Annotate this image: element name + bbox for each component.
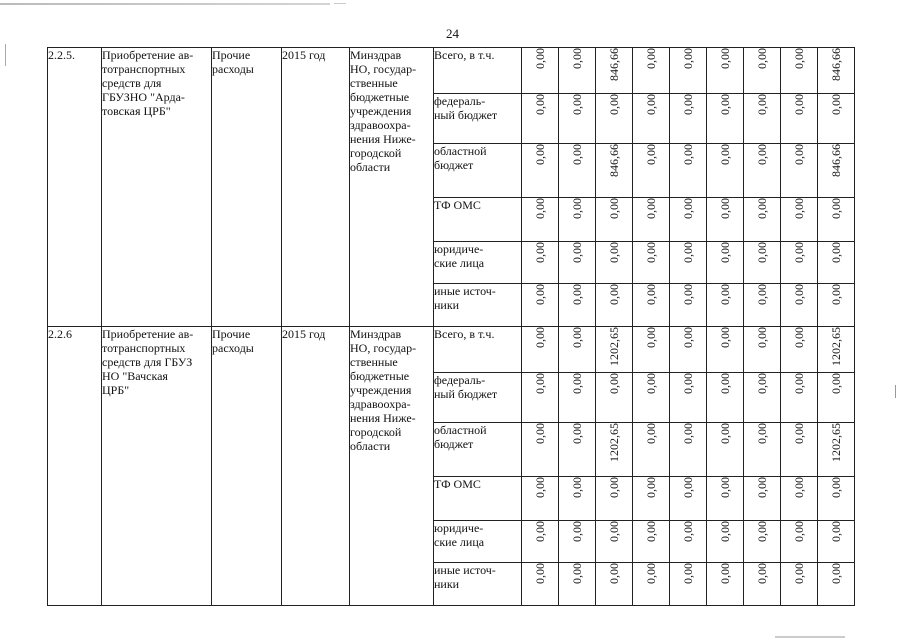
amount-value: 0,00 — [570, 198, 584, 219]
amount-cell — [744, 48, 781, 94]
amount-value: 0,00 — [607, 521, 621, 542]
amount-cell — [707, 242, 744, 284]
amount-cell — [707, 423, 744, 477]
amount-value: 0,00 — [681, 144, 695, 165]
amount-value: 0,00 — [681, 94, 695, 115]
funding-source-cell: юридиче- ские лица — [434, 242, 522, 284]
amount-value: 0,00 — [718, 423, 732, 444]
amount-cell — [522, 48, 559, 94]
amount-cell — [818, 94, 855, 144]
amount-value: 0,00 — [718, 563, 732, 584]
amount-cell — [522, 242, 559, 284]
amount-cell — [818, 242, 855, 284]
amount-value: 0,00 — [718, 94, 732, 115]
amount-cell — [707, 477, 744, 521]
amount-value: 0,00 — [681, 48, 695, 69]
amount-value: 1202,65 — [607, 327, 621, 366]
amount-value: 0,00 — [718, 477, 732, 498]
amount-value: 0,00 — [829, 477, 843, 498]
amount-value: 0,00 — [718, 144, 732, 165]
amount-value: 846,66 — [829, 48, 843, 81]
funding-source-cell: ТФ ОМС — [434, 477, 522, 521]
amount-value: 0,00 — [718, 521, 732, 542]
amount-cell — [818, 144, 855, 198]
scan-artifact-line — [334, 3, 346, 4]
year-cell: 2015 год — [282, 327, 350, 606]
amount-value: 846,66 — [607, 48, 621, 81]
amount-value: 0,00 — [533, 242, 547, 263]
item-code-cell: 2.2.5. — [48, 48, 102, 327]
amount-value: 0,00 — [644, 48, 658, 69]
amount-value: 0,00 — [792, 48, 806, 69]
funding-source-cell: Всего, в т.ч. — [434, 327, 522, 373]
amount-value: 0,00 — [644, 144, 658, 165]
amount-value: 0,00 — [681, 563, 695, 584]
amount-cell — [670, 94, 707, 144]
amount-cell — [633, 94, 670, 144]
item-name-cell: Приобретение ав- тотранспортных средств для ГБУЗ НО "Вачская ЦРБ" — [102, 327, 212, 606]
amount-value: 0,00 — [718, 284, 732, 305]
amount-value: 0,00 — [644, 373, 658, 394]
executor-cell: Минздрав НО, государ- ственные бюджетные учреждения здравоохра- нения Ниже- городской области — [350, 327, 434, 606]
amount-cell — [559, 242, 596, 284]
page-number: 24 — [446, 26, 459, 41]
scan-artifact-mark — [5, 44, 6, 66]
amount-value: 0,00 — [718, 48, 732, 69]
amount-cell — [522, 144, 559, 198]
amount-cell — [707, 327, 744, 373]
amount-cell — [633, 48, 670, 94]
amount-value: 0,00 — [755, 423, 769, 444]
funding-source-cell: Всего, в т.ч. — [434, 48, 522, 94]
amount-value: 0,00 — [533, 423, 547, 444]
amount-cell — [707, 563, 744, 606]
amount-cell — [522, 327, 559, 373]
amount-value: 0,00 — [829, 94, 843, 115]
amount-cell — [522, 521, 559, 563]
amount-cell — [596, 284, 633, 327]
amount-value: 0,00 — [533, 521, 547, 542]
amount-cell — [670, 477, 707, 521]
amount-cell — [781, 423, 818, 477]
funding-source-cell: областной бюджет — [434, 423, 522, 477]
amount-cell — [707, 521, 744, 563]
amount-cell — [596, 373, 633, 423]
amount-value: 1202,65 — [607, 423, 621, 462]
amount-cell — [522, 94, 559, 144]
amount-value: 0,00 — [755, 48, 769, 69]
amount-cell — [781, 563, 818, 606]
amount-cell — [522, 198, 559, 242]
item-code-cell: 2.2.6 — [48, 327, 102, 606]
amount-cell — [670, 48, 707, 94]
amount-value: 0,00 — [792, 521, 806, 542]
amount-cell — [818, 477, 855, 521]
amount-value: 0,00 — [718, 242, 732, 263]
amount-value: 0,00 — [829, 284, 843, 305]
amount-value: 0,00 — [755, 198, 769, 219]
amount-cell — [818, 327, 855, 373]
amount-cell — [744, 198, 781, 242]
amount-cell — [744, 423, 781, 477]
amount-value: 0,00 — [792, 284, 806, 305]
amount-cell — [559, 284, 596, 327]
amount-cell — [522, 373, 559, 423]
amount-value: 0,00 — [607, 242, 621, 263]
amount-value: 0,00 — [570, 94, 584, 115]
amount-cell — [781, 284, 818, 327]
amount-value: 0,00 — [718, 327, 732, 348]
amount-cell — [559, 423, 596, 477]
amount-value: 1202,65 — [829, 327, 843, 366]
amount-value: 0,00 — [607, 477, 621, 498]
amount-value: 0,00 — [570, 242, 584, 263]
amount-value: 0,00 — [533, 144, 547, 165]
amount-value: 846,66 — [607, 144, 621, 177]
amount-cell — [670, 198, 707, 242]
amount-value: 0,00 — [681, 373, 695, 394]
amount-cell — [522, 423, 559, 477]
amount-cell — [633, 477, 670, 521]
amount-value: 0,00 — [755, 94, 769, 115]
amount-cell — [818, 373, 855, 423]
amount-value: 0,00 — [644, 242, 658, 263]
amount-value: 0,00 — [792, 94, 806, 115]
amount-value: 0,00 — [755, 284, 769, 305]
amount-value: 0,00 — [829, 521, 843, 542]
amount-value: 0,00 — [792, 144, 806, 165]
executor-cell: Минздрав НО, государ- ственные бюджетные учреждения здравоохра- нения Ниже- городской области — [350, 48, 434, 327]
amount-value: 0,00 — [533, 373, 547, 394]
amount-cell — [744, 373, 781, 423]
amount-cell — [596, 521, 633, 563]
amount-cell — [633, 144, 670, 198]
amount-cell — [670, 521, 707, 563]
amount-value: 0,00 — [607, 94, 621, 115]
amount-value: 0,00 — [607, 284, 621, 305]
amount-cell — [744, 327, 781, 373]
amount-cell — [670, 423, 707, 477]
amount-value: 0,00 — [718, 198, 732, 219]
amount-cell — [818, 423, 855, 477]
expense-type-cell: Прочие расходы — [212, 327, 282, 606]
amount-cell — [707, 373, 744, 423]
amount-cell — [781, 373, 818, 423]
amount-cell — [596, 423, 633, 477]
amount-value: 0,00 — [792, 373, 806, 394]
amount-value: 0,00 — [570, 144, 584, 165]
amount-cell — [559, 373, 596, 423]
amount-cell — [596, 327, 633, 373]
amount-cell — [596, 144, 633, 198]
amount-cell — [744, 563, 781, 606]
amount-value: 0,00 — [755, 144, 769, 165]
amount-value: 0,00 — [533, 477, 547, 498]
amount-cell — [596, 563, 633, 606]
amount-value: 0,00 — [755, 563, 769, 584]
amount-value: 846,66 — [829, 144, 843, 177]
amount-cell — [670, 563, 707, 606]
amount-cell — [818, 563, 855, 606]
amount-value: 0,00 — [644, 198, 658, 219]
year-cell: 2015 год — [282, 48, 350, 327]
amount-value: 0,00 — [570, 327, 584, 348]
amount-cell — [633, 284, 670, 327]
amount-cell — [744, 144, 781, 198]
amount-value: 0,00 — [792, 327, 806, 348]
amount-cell — [670, 373, 707, 423]
funding-source-cell: федераль- ный бюджет — [434, 373, 522, 423]
amount-cell — [522, 284, 559, 327]
amount-value: 0,00 — [644, 94, 658, 115]
amount-value: 1202,65 — [829, 423, 843, 462]
amount-cell — [596, 477, 633, 521]
amount-value: 0,00 — [681, 242, 695, 263]
amount-cell — [744, 242, 781, 284]
amount-cell — [596, 48, 633, 94]
funding-source-cell: областной бюджет — [434, 144, 522, 198]
amount-cell — [707, 198, 744, 242]
amount-cell — [670, 327, 707, 373]
amount-cell — [559, 198, 596, 242]
amount-value: 0,00 — [792, 563, 806, 584]
amount-cell — [670, 242, 707, 284]
amount-value: 0,00 — [644, 563, 658, 584]
amount-cell — [670, 144, 707, 198]
amount-cell — [707, 48, 744, 94]
amount-value: 0,00 — [829, 373, 843, 394]
funding-source-cell: иные источ- ники — [434, 563, 522, 606]
amount-value: 0,00 — [829, 563, 843, 584]
amount-cell — [633, 423, 670, 477]
amount-value: 0,00 — [570, 477, 584, 498]
table-row — [48, 48, 855, 94]
amount-cell — [633, 242, 670, 284]
amount-cell — [818, 521, 855, 563]
amount-value: 0,00 — [644, 423, 658, 444]
funding-source-cell: федераль- ный бюджет — [434, 94, 522, 144]
amount-value: 0,00 — [533, 563, 547, 584]
amount-cell — [522, 477, 559, 521]
amount-cell — [559, 48, 596, 94]
funding-source-cell: юридиче- ские лица — [434, 521, 522, 563]
amount-cell — [707, 144, 744, 198]
amount-value: 0,00 — [792, 477, 806, 498]
amount-cell — [707, 284, 744, 327]
amount-value: 0,00 — [644, 327, 658, 348]
expense-type-cell: Прочие расходы — [212, 48, 282, 327]
funding-source-cell: иные источ- ники — [434, 284, 522, 327]
amount-cell — [707, 94, 744, 144]
amount-cell — [559, 563, 596, 606]
amount-cell — [559, 521, 596, 563]
amount-cell — [744, 521, 781, 563]
amount-cell — [781, 242, 818, 284]
amount-value: 0,00 — [570, 521, 584, 542]
amount-value: 0,00 — [755, 373, 769, 394]
amount-value: 0,00 — [570, 423, 584, 444]
amount-value: 0,00 — [570, 373, 584, 394]
amount-value: 0,00 — [533, 284, 547, 305]
scan-artifact-mark — [895, 385, 896, 398]
amount-value: 0,00 — [792, 198, 806, 219]
amount-cell — [633, 521, 670, 563]
amount-cell — [670, 284, 707, 327]
amount-cell — [818, 48, 855, 94]
amount-cell — [522, 563, 559, 606]
amount-cell — [818, 284, 855, 327]
amount-cell — [559, 144, 596, 198]
amount-value: 0,00 — [533, 94, 547, 115]
amount-cell — [633, 373, 670, 423]
amount-cell — [633, 198, 670, 242]
amount-value: 0,00 — [681, 198, 695, 219]
amount-cell — [818, 198, 855, 242]
amount-value: 0,00 — [607, 198, 621, 219]
amount-cell — [596, 242, 633, 284]
amount-cell — [744, 477, 781, 521]
amount-cell — [559, 477, 596, 521]
amount-value: 0,00 — [792, 423, 806, 444]
amount-value: 0,00 — [607, 563, 621, 584]
amount-cell — [744, 94, 781, 144]
amount-value: 0,00 — [644, 521, 658, 542]
amount-value: 0,00 — [829, 242, 843, 263]
scan-artifact-line — [0, 3, 330, 5]
amount-cell — [781, 94, 818, 144]
amount-cell — [633, 327, 670, 373]
amount-value: 0,00 — [570, 48, 584, 69]
amount-value: 0,00 — [644, 477, 658, 498]
amount-cell — [781, 198, 818, 242]
amount-cell — [781, 521, 818, 563]
amount-cell — [596, 198, 633, 242]
amount-value: 0,00 — [681, 284, 695, 305]
amount-value: 0,00 — [792, 242, 806, 263]
amount-value: 0,00 — [570, 563, 584, 584]
amount-cell — [781, 477, 818, 521]
amount-value: 0,00 — [755, 477, 769, 498]
amount-cell — [559, 94, 596, 144]
amount-value: 0,00 — [755, 521, 769, 542]
amount-value: 0,00 — [607, 373, 621, 394]
amount-cell — [633, 563, 670, 606]
amount-cell — [781, 144, 818, 198]
amount-value: 0,00 — [681, 477, 695, 498]
amount-cell — [781, 327, 818, 373]
amount-value: 0,00 — [533, 327, 547, 348]
amount-value: 0,00 — [681, 327, 695, 348]
amount-value: 0,00 — [829, 198, 843, 219]
amount-value: 0,00 — [755, 242, 769, 263]
amount-value: 0,00 — [533, 48, 547, 69]
amount-cell — [744, 284, 781, 327]
amount-cell — [781, 48, 818, 94]
amount-value: 0,00 — [755, 327, 769, 348]
budget-table — [47, 47, 855, 606]
table-row — [48, 327, 855, 373]
amount-cell — [559, 327, 596, 373]
amount-value: 0,00 — [718, 373, 732, 394]
amount-value: 0,00 — [644, 284, 658, 305]
amount-cell — [596, 94, 633, 144]
item-name-cell: Приобретение ав- тотранспортных средств для ГБУЗНО "Арда- товская ЦРБ" — [102, 48, 212, 327]
amount-value: 0,00 — [681, 521, 695, 542]
amount-value: 0,00 — [533, 198, 547, 219]
funding-source-cell: ТФ ОМС — [434, 198, 522, 242]
amount-value: 0,00 — [570, 284, 584, 305]
scan-artifact-mark — [775, 636, 845, 638]
amount-value: 0,00 — [681, 423, 695, 444]
